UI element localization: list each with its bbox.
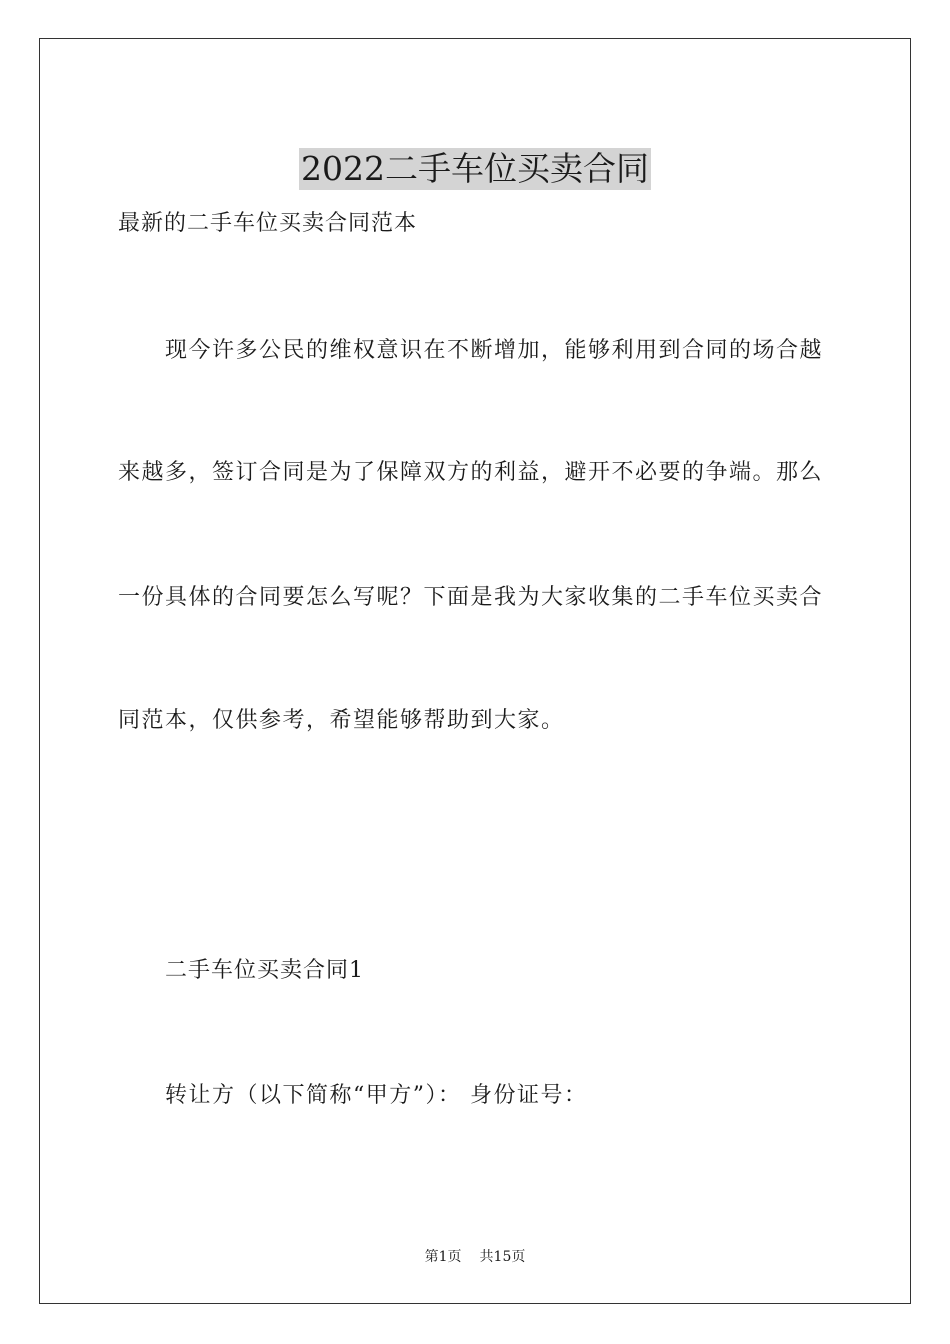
intro-line-3: 一份具体的合同要怎么写呢？下面是我为大家收集的二手车位买卖合 (118, 585, 824, 610)
document-title: 2022二手车位买卖合同 (301, 149, 649, 189)
transferor-line: 转让方（以下简称“甲方”）： 身份证号： (165, 1083, 588, 1108)
section-heading: 二手车位买卖合同1 (165, 958, 364, 983)
page-footer (0, 1247, 950, 1267)
title-container (0, 126, 950, 212)
page-number: 第1页 (424, 1249, 462, 1265)
intro-line-2: 来越多，签订合同是为了保障双方的利益，避开不必要的争端。那么 (118, 460, 824, 485)
intro-line-4: 同范本，仅供参考，希望能够帮助到大家。 (118, 708, 565, 733)
intro-line-1: 现今许多公民的维权意识在不断增加，能够利用到合同的场合越 (165, 338, 824, 363)
page-total: 共15页 (479, 1249, 526, 1265)
document-subtitle: 最新的二手车位买卖合同范本 (118, 211, 418, 236)
